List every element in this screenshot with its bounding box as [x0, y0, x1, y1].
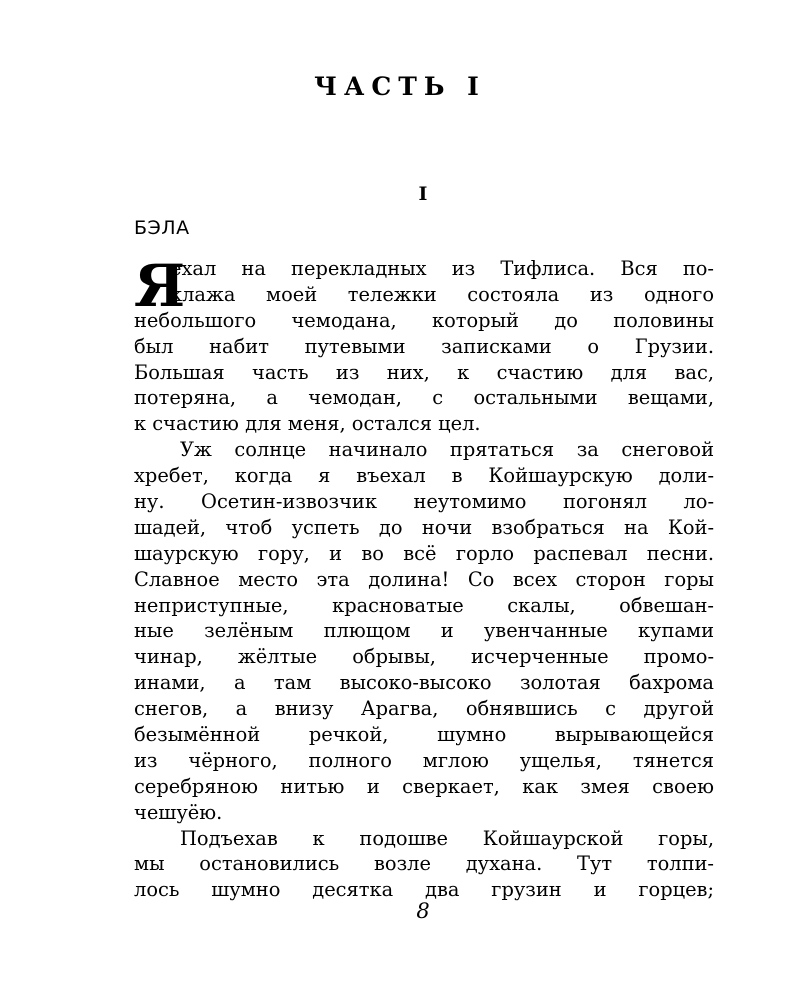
text-line: Подъехав к подошве Койшаурской горы, — [180, 826, 714, 850]
drop-cap: Я — [134, 252, 186, 320]
text-line: хребет, когда я въехал в Койшаурскую доли- — [134, 464, 714, 488]
chapter-number: I — [418, 183, 428, 205]
text-line: инами, а там высоко-высоко золотая бахрома — [134, 671, 714, 695]
text-line: неприступные, красноватые скалы, обвешан- — [134, 593, 714, 617]
text-line: потеряна, а чемодан, с остальными вещами, — [134, 386, 714, 410]
text-line: лось шумно десятка два грузин и горцев; — [134, 878, 714, 902]
text-line: ные зелёным плющом и увенчанные купами — [134, 619, 714, 643]
text-line: шадей, чтоб успеть до ночи взобраться на Кой- — [134, 515, 714, 539]
page-number: 8 — [416, 899, 430, 923]
text-line: из чёрного, полного мглою ущелья, тянется — [134, 748, 714, 772]
text-line: чинар, жёлтые обрывы, исчерченные промо- — [134, 645, 714, 669]
body-text — [134, 252, 714, 903]
text-line: ехал на перекладных из Тифлиса. Вся по- — [170, 257, 714, 280]
text-line: Уж солнце начинало прятаться за снеговой — [180, 438, 714, 462]
text-line: чешуёю. — [134, 800, 223, 824]
text-line: клажа моей тележки состояла из одного — [170, 282, 714, 306]
text-line: ну. Осетин-извозчик неутомимо погонял ло- — [134, 490, 714, 514]
text-line: был набит путевыми записками о Грузии. — [134, 334, 714, 358]
text-line: Большая часть из них, к счастию для вас, — [134, 360, 714, 384]
text-line: Славное место эта долина! Со всех сторон горы — [134, 567, 714, 591]
part-title: ЧАСТЬ I — [314, 72, 486, 101]
chapter-title: БЭЛА — [134, 217, 190, 239]
text-line: мы остановились возле духана. Тут толпи- — [134, 852, 714, 876]
text-line: небольшого чемодана, который до половины — [134, 308, 714, 332]
text-line: шаурскую гору, и во всё горло распевал песни. — [134, 541, 714, 565]
text-line: снегов, а внизу Арагва, обнявшись с другой — [134, 697, 714, 721]
text-line: безымённой речкой, шумно вырывающейся — [134, 723, 714, 747]
text-line: серебряною нитью и сверкает, как змея своею — [134, 774, 714, 798]
text-line: к счастию для меня, остался цел. — [134, 412, 481, 436]
